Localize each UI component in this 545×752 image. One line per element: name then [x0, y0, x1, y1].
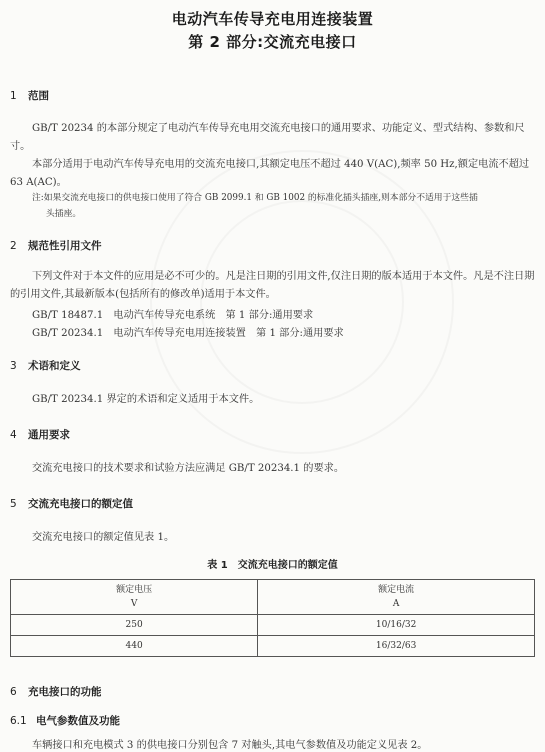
section-title: 规范性引用文件 — [28, 240, 102, 252]
table-row — [11, 636, 535, 657]
header-unit: A — [392, 599, 400, 609]
section-4-heading — [10, 427, 70, 442]
section-5-heading — [10, 496, 133, 511]
section-number: 5 — [10, 498, 17, 510]
section-title: 术语和定义 — [28, 360, 81, 372]
header-name: 额定电压 — [116, 585, 153, 595]
section-title: 交流充电接口的额定值 — [28, 498, 133, 510]
section-title: 电气参数值及功能 — [36, 715, 120, 727]
document-subtitle: 第 2 部分:交流充电接口 — [188, 33, 357, 51]
table-cell: 10/16/32 — [258, 615, 535, 636]
section-number: 4 — [10, 429, 17, 441]
document-title: 电动汽车传导充电用连接装置 — [171, 10, 374, 28]
section-5-paragraph-1: 交流充电接口的额定值见表 1。 — [32, 532, 175, 543]
table-cell: 440 — [11, 636, 258, 657]
section-2-heading — [10, 238, 102, 253]
section-number: 6 — [10, 686, 17, 698]
section-1-paragraph-2: 本部分适用于电动汽车传导充电用的交流充电接口,其额定电压不超过 440 V(AC),频率 50 Hz,额定电流不超过 63 A(AC)。 — [10, 159, 530, 188]
section-1-note — [32, 190, 532, 222]
section-title: 范围 — [28, 90, 49, 102]
section-1-heading — [10, 88, 49, 103]
reference-item: GB/T 20234.1 电动汽车传导充电用连接装置 第 1 部分:通用要求 — [32, 328, 344, 339]
section-number: 6.1 — [10, 715, 27, 727]
table-row — [11, 615, 535, 636]
section-number: 2 — [10, 240, 17, 252]
section-1-paragraph-1: GB/T 20234 的本部分规定了电动汽车传导充电用交流充电接口的通用要求、功能定义、型式结构、参数和尺寸。 — [10, 123, 525, 152]
section-title: 充电接口的功能 — [28, 686, 102, 698]
note-text-continued: 头插座。 — [46, 209, 82, 219]
table-cell: 250 — [11, 615, 258, 636]
section-3-paragraph-1: GB/T 20234.1 界定的术语和定义适用于本文件。 — [32, 394, 260, 405]
header-name: 额定电流 — [378, 585, 415, 595]
reference-item: GB/T 18487.1 电动汽车传导充电系统 第 1 部分:通用要求 — [32, 310, 314, 321]
section-6-1-heading — [10, 713, 120, 728]
table-cell: 16/32/63 — [258, 636, 535, 657]
column-header-voltage — [11, 580, 258, 615]
rating-table — [10, 579, 535, 657]
note-text: 注:如果交流充电接口的供电接口使用了符合 GB 2099.1 和 GB 1002 的标准化插头插座,则本部分不适用于这些插 — [32, 193, 478, 203]
section-6-heading — [10, 684, 102, 699]
section-4-paragraph-1: 交流充电接口的技术要求和试验方法应满足 GB/T 20234.1 的要求。 — [32, 463, 345, 474]
section-number: 1 — [10, 90, 17, 102]
column-header-current — [258, 580, 535, 615]
section-3-heading — [10, 358, 81, 373]
table-header-row — [11, 580, 535, 615]
section-2-paragraph-1: 下列文件对于本文件的应用是必不可少的。凡是注日期的引用文件,仅注日期的版本适用于本文件。凡是不注日期的引用文件,其最新版本(包括所有的修改单)适用于本文件。 — [10, 271, 535, 300]
table-caption: 表 1 交流充电接口的额定值 — [207, 560, 338, 571]
header-unit: V — [130, 599, 138, 609]
section-number: 3 — [10, 360, 17, 372]
section-6-1-paragraph-1: 车辆接口和充电模式 3 的供电接口分别包含 7 对触头,其电气参数值及功能定义见表 2。 — [32, 740, 428, 751]
section-title: 通用要求 — [28, 429, 70, 441]
